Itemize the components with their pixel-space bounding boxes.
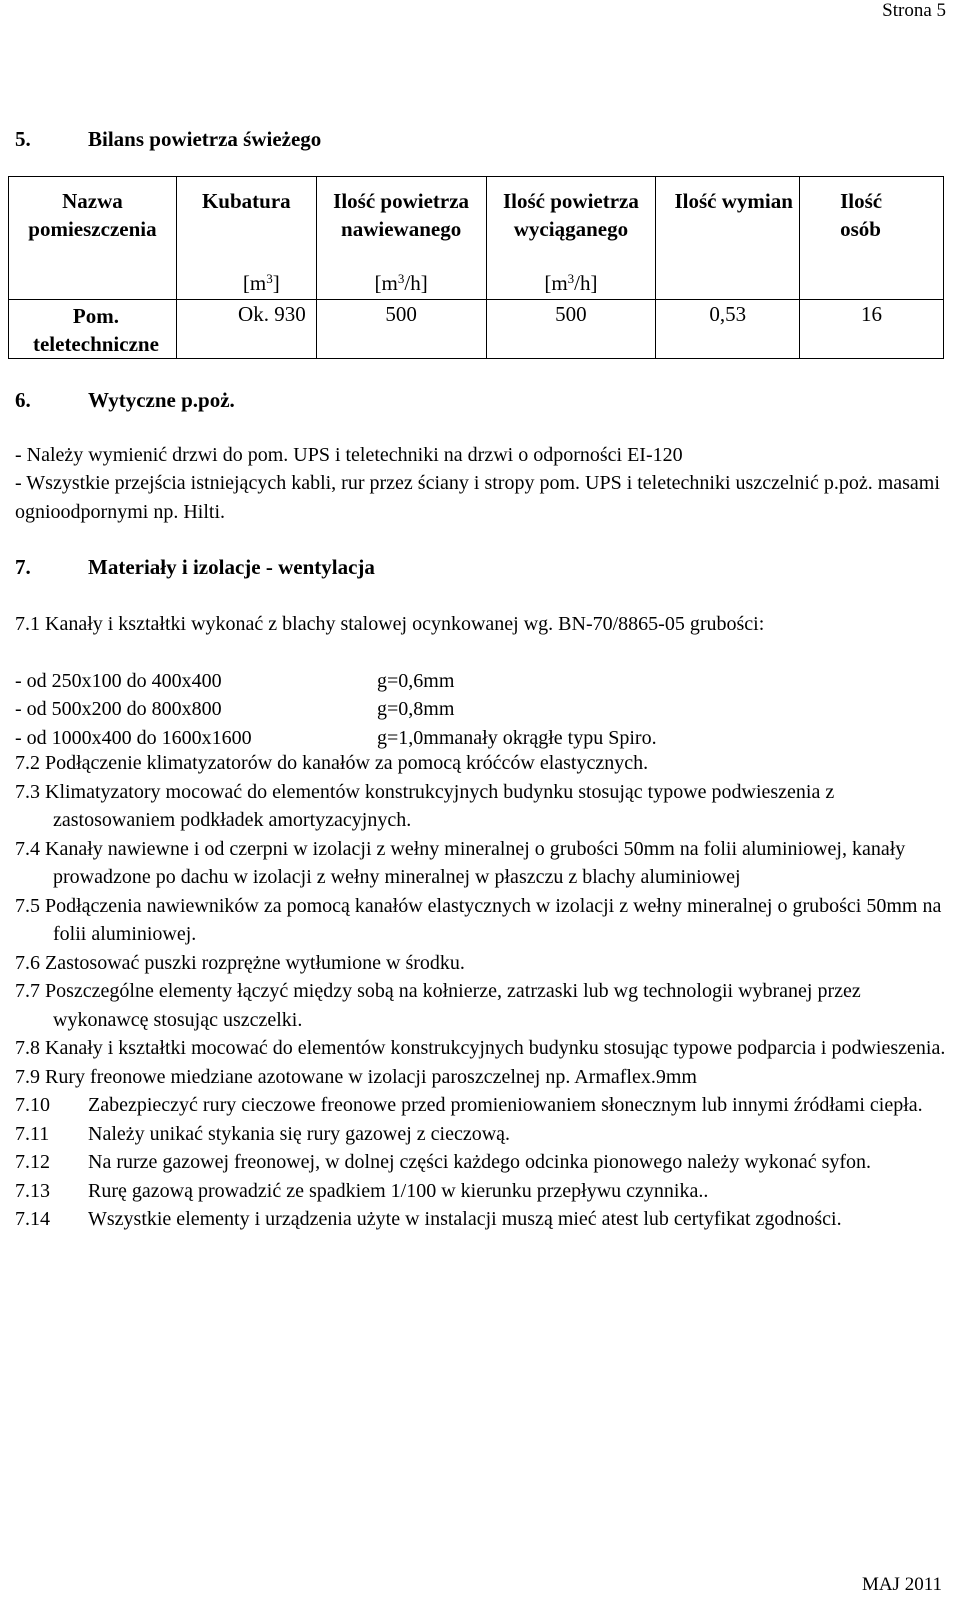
volume-cell: Ok. 930 [176,300,316,359]
header-cell: Ilość powietrza wyciąganego $[m^3/h]$ [486,177,656,300]
requirements-list [15,749,950,1234]
header-cell: Ilość powietrza nawiewanego $[m^3/h]$ [316,177,486,300]
list-item: 7.11 Należy unikać stykania się rury gazowej z cieczową. [15,1122,511,1145]
list-item: 7.6 Zastosować puszki rozprężne wytłumione w środku. [15,951,465,974]
table-row [9,300,944,359]
list-item: 7.3 Klimatyzatory mocować do elementów konstrukcyjnych budynku stosując typowe podwieszenia z zastosowaniem podkładek amortyzacyjnych. [15,780,835,831]
section-number: 5. [15,127,31,151]
air-balance-table [8,176,944,359]
list-item: 7.14 Wszystkie elementy i urządzenia użyte w instalacji muszą mieć atest lub certyfikat zgodności. [15,1208,842,1230]
section-5-heading [15,127,321,152]
fire-guideline-line: - Należy wymienić drzwi do pom. UPS i teletechniki na drzwi o odporności EI-120 [15,444,683,466]
list-item: 7.4 Kanały nawiewne i od czerpni w izolacji z wełny mineralnej o grubości 50mm na folii aluminiowej, kanały prowadzone po dachu w izolacji z wełny mineralnej w płaszczu z blachy aluminiowej [15,837,906,888]
fire-guideline-line: - Wszystkie przejścia istniejących kabli, rur przez ściany i stropy pom. UPS i teletechniki uszczelnić p.poż. masami ognioodpornymi np. Hilti. [15,472,940,523]
supply-air-cell: 500 [316,300,486,359]
header-cell: Nazwa pomieszczenia [9,177,177,300]
section-title: Materiały i izolacje - wentylacja [88,555,375,579]
thickness-row: - od 250x100 do 400x400 g=0,6mm [15,670,455,692]
section-number: 7. [15,555,31,579]
list-item: 7.13 Rurę gazową prowadzić ze spadkiem 1/100 w kierunku przepływu czynnika.. [15,1179,709,1202]
list-item: 7.12 Na rurze gazowej freonowej, w dolnej części każdego odcinka pionowego należy wykonać syfon. [15,1151,872,1173]
section-title: Wytyczne p.poż. [88,388,235,412]
persons-cell: 16 [800,300,944,359]
list-item: 7.2 Podłączenie klimatyzatorów do kanałów za pomocą króćców elastycznych. [15,752,649,774]
thickness-row: - od 1000x400 do 1600x1600 g=1,0mmanały okrągłe typu Spiro. [15,727,657,749]
page-number: Strona 5 [882,0,946,21]
section-7-heading [15,555,375,580]
item-7-1: 7.1 Kanały i kształtki wykonać z blachy stalowej ocynkowanej wg. BN-70/8865-05 grubości: [15,613,765,635]
list-item: 7.7 Poszczególne elementy łączyć między sobą na kołnierze, zatrzaski lub wg technologii wybranej przez wykonawcę stosując uszczelki. [15,980,861,1031]
list-item: 7.9 Rury freonowe miedziane azotowane w izolacji paroszczelnej np. Armaflex.9mm [15,1065,697,1088]
thickness-row: - od 500x200 do 800x800 g=0,8mm [15,698,455,720]
list-item: 7.5 Podłączenia nawiewników za pomocą kanałów elastycznych w izolacji z wełny mineralnej o grubości 50mm na folii aluminiowej. [15,894,942,945]
section-6-heading [15,388,235,413]
header-cell: Ilość osób [800,177,944,300]
section-title: Bilans powietrza świeżego [88,127,322,151]
list-item: 7.10 Zabezpieczyć rury cieczowe freonowe przed promieniowaniem słonecznym lub innymi źródłami ciepła. [15,1094,923,1116]
exhaust-air-cell: 500 [486,300,656,359]
air-changes-cell: 0,53 [656,300,800,359]
section-number: 6. [15,388,31,412]
footer-date: MAJ 2011 [861,1574,942,1595]
table-header-row [9,177,944,300]
header-cell: Ilość wymian [656,177,800,300]
room-name-cell: Pom. teletechniczne [9,300,177,359]
header-cell: Kubatura $[m^3]$ [176,177,316,300]
list-item: 7.8 Kanały i kształtki mocować do elementów konstrukcyjnych budynku stosując typowe podparcia i podwieszenia. [15,1037,946,1059]
